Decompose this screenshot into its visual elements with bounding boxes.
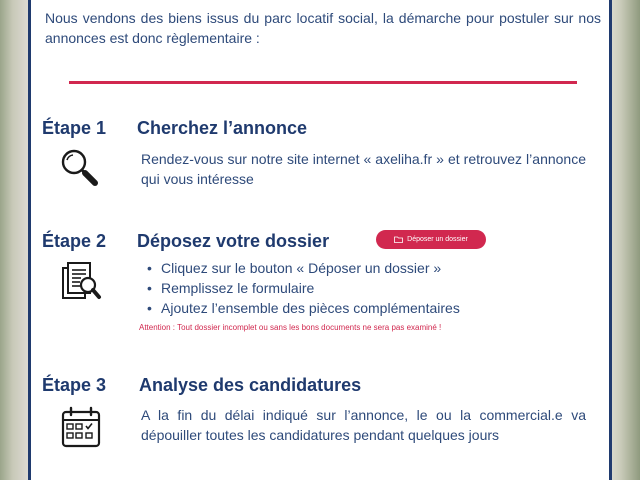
step-3-label: Étape 3 [42, 375, 107, 395]
step-2-label: Étape 2 [42, 231, 107, 251]
step-2-warning: Attention : Tout dossier incomplet ou sans les bons documents ne sera pas examiné ! [139, 323, 442, 332]
list-item: • Remplissez le formulaire [147, 278, 460, 298]
step-3-title: Analyse des candidatures [139, 375, 362, 395]
document-search-icon [59, 260, 103, 304]
divider-line [69, 81, 577, 84]
step-3-text: A la fin du délai indiqué sur l’annonce, le ou la commercial.e va dépouiller toutes les candidatures pendant quelques jours [141, 407, 586, 443]
calendar-icon [59, 406, 103, 450]
step-1-label: Étape 1 [42, 118, 107, 138]
step-1-title: Cherchez l’annonce [137, 118, 308, 138]
content-card [28, 0, 612, 480]
step-2-bullet-list [147, 258, 460, 318]
list-item: • Cliquez sur le bouton « Déposer un dossier » [147, 258, 460, 278]
intro-text: Nous vendons des biens issus du parc locatif social, la démarche pour postuler sur nos annonces est donc règlementaire : [45, 10, 601, 46]
step-2-title: Déposez votre dossier [137, 231, 330, 251]
magnifier-icon [57, 146, 101, 190]
deposit-dossier-button[interactable] [376, 230, 486, 249]
step-1-text: Rendez-vous sur notre site internet « axeliha.fr » et retrouvez l’annonce qui vous intéresse [141, 151, 586, 187]
deposit-dossier-button-label: Déposer un dossier [407, 236, 468, 243]
folder-icon [394, 236, 403, 243]
list-item: • Ajoutez l’ensemble des pièces complémentaires [147, 298, 460, 318]
